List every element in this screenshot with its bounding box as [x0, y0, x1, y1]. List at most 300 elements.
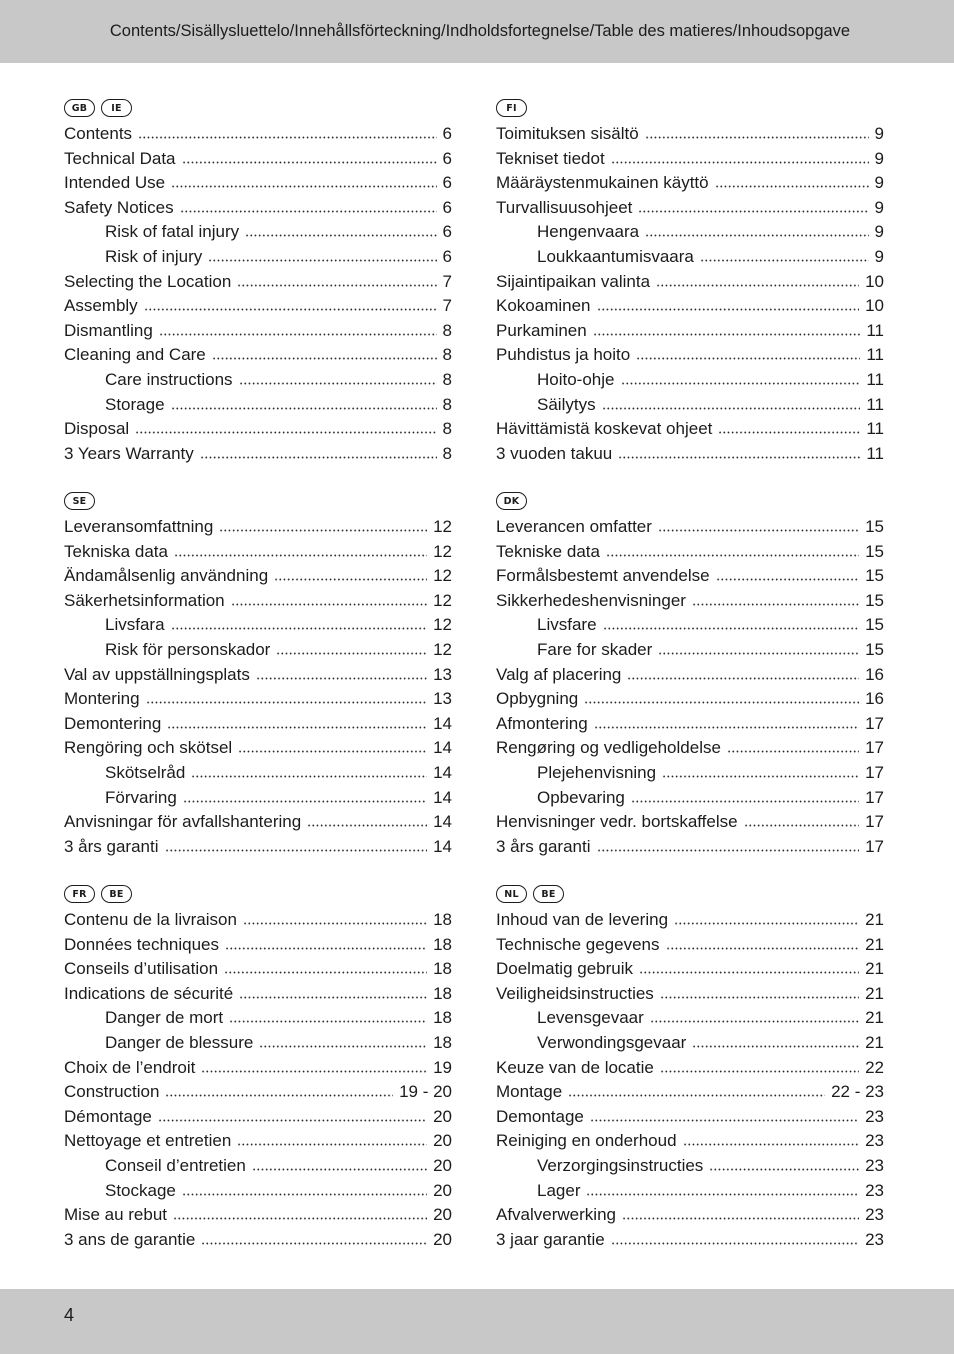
toc-entry-label: Inhoud van de levering: [496, 910, 669, 929]
toc-entry-page: 20: [433, 1229, 452, 1249]
dot-leader: [590, 1119, 859, 1122]
toc-entry-label: Henvisninger vedr. bortskaffelse: [496, 812, 738, 832]
dot-leader: [631, 800, 859, 803]
toc-entry-label: Keuze van de locatie: [496, 1057, 654, 1077]
toc-entry-label: Cleaning and Care: [64, 345, 206, 365]
toc-entry-page: 6: [442, 246, 452, 266]
dot-leader: [165, 1094, 393, 1097]
toc-entry-label: Verwondingsgevaar: [537, 1032, 687, 1052]
dot-leader: [744, 824, 859, 827]
dot-leader: [650, 1020, 859, 1023]
toc-entry-label: Hoito-ohje: [537, 369, 615, 389]
toc-entry-label: Safety Notices: [64, 197, 174, 217]
toc-entry-label: Leverancen omfatter: [496, 517, 652, 536]
toc-entry-label: Care instructions: [105, 369, 233, 389]
dot-leader: [239, 382, 437, 385]
toc-section-gb-ie: [64, 94, 452, 466]
dot-leader: [135, 431, 436, 434]
language-badges: [64, 880, 452, 908]
dot-leader: [158, 1119, 427, 1122]
toc-entry-label: Tekniske data: [496, 541, 600, 561]
toc-entry-page: 17: [865, 836, 884, 856]
toc-entry-page: 10: [865, 271, 884, 291]
toc-entry: [64, 835, 452, 860]
toc-entry-label: Määräystenmukainen käyttö: [496, 173, 709, 193]
toc-entry: [496, 933, 884, 958]
toc-section-se: [64, 487, 452, 859]
toc-entry: [64, 442, 452, 467]
toc-entry-page: 23: [865, 1205, 884, 1225]
toc-entry: [496, 540, 884, 565]
toc-entry-page: 21: [865, 1008, 884, 1028]
toc-entry-label: Tekniska data: [64, 541, 168, 561]
toc-entry-label: Afmontering: [496, 713, 588, 733]
toc-subentry: [64, 638, 452, 663]
dot-leader: [692, 603, 859, 606]
toc-entry-page: 6: [442, 148, 452, 168]
toc-subentry: [496, 245, 884, 270]
toc-entry-label: Plejehenvisning: [537, 762, 657, 782]
toc-entry-label: Technische gegevens: [496, 934, 660, 954]
toc-entry-page: 17: [865, 787, 884, 807]
toc-entry: [64, 564, 452, 589]
dot-leader: [231, 603, 427, 606]
dot-leader: [636, 357, 860, 360]
toc-entry-page: 21: [865, 1032, 884, 1052]
toc-entry-page: 8: [442, 419, 452, 439]
toc-entry: [64, 1056, 452, 1081]
toc-entry-page: 19 - 20: [399, 1082, 452, 1102]
dot-leader: [658, 529, 859, 532]
dot-leader: [627, 677, 859, 680]
toc-entry-page: 15: [865, 639, 884, 659]
toc-entry-label: 3 års garanti: [496, 836, 591, 856]
toc-entry: [496, 442, 884, 467]
toc-entry-label: Indications de sécurité: [64, 983, 234, 1003]
toc-entry: [64, 540, 452, 565]
toc-entry: [496, 564, 884, 589]
toc-entry-page: 15: [865, 566, 884, 586]
dot-leader: [182, 1193, 427, 1196]
toc-entry-label: Rengøring og vedligeholdelse: [496, 738, 721, 758]
toc-subentry: [496, 613, 884, 638]
toc-entry-page: 8: [442, 320, 452, 340]
toc-entry-label: Valg af placering: [496, 664, 622, 684]
dot-leader: [645, 136, 869, 139]
toc-subentry: [64, 245, 452, 270]
toc-entry-page: 15: [865, 541, 884, 561]
toc-entry-label: Dismantling: [64, 320, 153, 340]
dot-leader: [307, 824, 427, 827]
toc-entry-label: Conseils d’utilisation: [64, 959, 219, 979]
toc-entry-page: 18: [433, 959, 452, 979]
toc-entry-label: Montering: [64, 689, 140, 709]
toc-subentry: [496, 1179, 884, 1204]
toc-section-dk: [496, 487, 884, 859]
toc-entry: [64, 1080, 452, 1105]
dot-leader: [660, 1070, 859, 1073]
toc-entry-page: 23: [865, 1155, 884, 1175]
toc-entry: [496, 1203, 884, 1228]
toc-subentry: [64, 613, 452, 638]
toc-entry-label: Intended Use: [64, 173, 166, 193]
toc-entry-page: 22: [865, 1057, 884, 1077]
toc-entry-page: 18: [433, 910, 452, 929]
toc-entry: [496, 982, 884, 1007]
toc-entry-label: Verzorgingsinstructies: [537, 1155, 704, 1175]
toc-entry-label: Doelmatig gebruik: [496, 959, 634, 979]
toc-entry: [496, 687, 884, 712]
toc-entry-page: 14: [433, 812, 452, 832]
toc-entry-label: 3 vuoden takuu: [496, 443, 613, 463]
toc-entry-label: Contents: [64, 124, 133, 143]
toc-entry: [496, 736, 884, 761]
language-badges: [496, 487, 884, 515]
toc-entry-page: 6: [442, 173, 452, 193]
toc-entry-page: 20: [433, 1180, 452, 1200]
toc-entry: [496, 1129, 884, 1154]
dot-leader: [146, 701, 427, 704]
toc-entry-page: 21: [865, 934, 884, 954]
dot-leader: [660, 996, 859, 999]
toc-entry-label: Livsfare: [537, 615, 597, 635]
page-title: Contents/Sisällysluettelo/Innehållsförteckning/Indholdsfortegnelse/Table des matieres/Inhoudsopgave: [109, 22, 851, 40]
toc-entry-page: 18: [433, 1008, 452, 1028]
toc-entry-label: Säkerhetsinformation: [64, 590, 225, 610]
toc-entry: [64, 1203, 452, 1228]
toc-entry-page: 17: [865, 812, 884, 832]
toc-entry-label: Afvalverwerking: [496, 1205, 616, 1225]
toc-entry: [496, 343, 884, 368]
toc-entry-page: 8: [442, 394, 452, 414]
toc-entry-page: 14: [433, 787, 452, 807]
toc-entry-label: Storage: [105, 394, 165, 414]
toc-entry-page: 18: [433, 934, 452, 954]
language-badge-se: SE: [64, 492, 95, 510]
dot-leader: [662, 775, 859, 778]
dot-leader: [239, 996, 427, 999]
toc-section-fr-be: [64, 880, 452, 1252]
toc-entry-label: Demontage: [496, 1106, 584, 1126]
dot-leader: [182, 161, 437, 164]
header-bar: [0, 0, 954, 63]
toc-entry-label: Turvallisuusohjeet: [496, 197, 633, 217]
dot-leader: [191, 775, 427, 778]
dot-leader: [622, 1217, 859, 1220]
toc-entry-page: 11: [866, 394, 884, 414]
dot-leader: [639, 971, 859, 974]
dot-leader: [692, 1045, 859, 1048]
toc-entry-page: 12: [433, 541, 452, 561]
toc-subentry: [496, 368, 884, 393]
toc-entry: [64, 270, 452, 295]
dot-leader: [212, 357, 437, 360]
language-badges: [496, 880, 884, 908]
toc-entry-label: Technical Data: [64, 148, 176, 168]
toc-entry-label: Mise au rebut: [64, 1205, 167, 1225]
toc-subentry: [64, 1031, 452, 1056]
dot-leader: [611, 1242, 859, 1245]
toc-subentry: [496, 786, 884, 811]
toc-entry-label: Kokoaminen: [496, 296, 591, 316]
dot-leader: [201, 1070, 427, 1073]
toc-entry-label: Toimituksen sisältö: [496, 124, 639, 143]
dot-leader: [256, 677, 427, 680]
toc-entry-label: 3 Years Warranty: [64, 443, 194, 463]
dot-leader: [709, 1168, 859, 1171]
dot-leader: [593, 333, 861, 336]
toc-entry: [64, 810, 452, 835]
toc-entry-page: 18: [433, 1032, 452, 1052]
toc-entry-page: 9: [874, 222, 884, 242]
toc-entry: [496, 171, 884, 196]
toc-entry-label: Anvisningar för avfallshantering: [64, 812, 302, 832]
dot-leader: [171, 627, 428, 630]
dot-leader: [252, 1168, 427, 1171]
dot-leader: [237, 284, 436, 287]
toc-section-nl-be: [496, 880, 884, 1252]
toc-entry-page: 11: [866, 369, 884, 389]
toc-entry-label: Livsfara: [105, 615, 165, 635]
dot-leader: [658, 652, 859, 655]
toc-entry-page: 7: [442, 296, 452, 316]
toc-entry-page: 23: [865, 1180, 884, 1200]
toc-entry-label: 3 års garanti: [64, 836, 159, 856]
toc-entry: [64, 515, 452, 540]
toc-entry: [64, 122, 452, 147]
toc-subentry: [496, 220, 884, 245]
toc-entry-page: 11: [866, 443, 884, 463]
toc-entry-label: Danger de blessure: [105, 1032, 254, 1052]
toc-entry-page: 13: [433, 689, 452, 709]
toc-entry-label: Val av uppställningsplats: [64, 664, 250, 684]
dot-leader: [611, 161, 869, 164]
toc-entry-label: Hävittämistä koskevat ohjeet: [496, 419, 713, 439]
footer-bar: [0, 1289, 954, 1354]
dot-leader: [674, 922, 859, 925]
language-badges: [496, 94, 884, 122]
toc-entry-page: 8: [442, 345, 452, 365]
toc-entry-page: 23: [865, 1106, 884, 1126]
toc-entry-page: 6: [442, 124, 452, 143]
language-badge-dk: DK: [496, 492, 527, 510]
dot-leader: [237, 1143, 427, 1146]
toc-entry-label: 3 jaar garantie: [496, 1229, 605, 1249]
language-badge-be: BE: [101, 885, 132, 903]
toc-entry: [64, 736, 452, 761]
toc-subentry: [64, 1154, 452, 1179]
toc-entry: [64, 417, 452, 442]
language-badge-fi: FI: [496, 99, 527, 117]
dot-leader: [201, 1242, 427, 1245]
toc-entry: [64, 196, 452, 221]
toc-entry-label: Tekniset tiedot: [496, 148, 605, 168]
toc-entry: [496, 515, 884, 540]
toc-entry-label: Données techniques: [64, 934, 220, 954]
dot-leader: [276, 652, 427, 655]
toc-entry-label: Risk of injury: [105, 246, 203, 266]
dot-leader: [138, 136, 436, 139]
toc-entry-page: 13: [433, 664, 452, 684]
dot-leader: [602, 407, 861, 410]
toc-entry-label: Choix de l’endroit: [64, 1057, 196, 1077]
toc-entry-label: Selecting the Location: [64, 271, 232, 291]
toc-entry-page: 9: [874, 246, 884, 266]
toc-entry-page: 16: [865, 689, 884, 709]
toc-entry-label: Stockage: [105, 1180, 176, 1200]
dot-leader: [584, 701, 859, 704]
toc-entry: [64, 908, 452, 933]
toc-entry-label: Montage: [496, 1082, 563, 1102]
toc-entry-page: 20: [433, 1155, 452, 1175]
dot-leader: [225, 947, 427, 950]
toc-subentry: [496, 638, 884, 663]
toc-entry-page: 7: [442, 271, 452, 291]
toc-entry-label: Lager: [537, 1180, 581, 1200]
toc-entry-page: 6: [442, 197, 452, 217]
toc-entry-label: Förvaring: [105, 787, 177, 807]
page-number: 4: [64, 1305, 75, 1325]
toc-entry-label: Construction: [64, 1082, 160, 1102]
toc-entry: [496, 589, 884, 614]
dot-leader: [597, 308, 860, 311]
dot-leader: [245, 234, 436, 237]
dot-leader: [243, 922, 427, 925]
dot-leader: [594, 726, 859, 729]
toc-entry-page: 9: [874, 173, 884, 193]
language-badge-fr: FR: [64, 885, 95, 903]
toc-entry-page: 11: [866, 419, 884, 439]
dot-leader: [224, 971, 427, 974]
toc-entry-page: 14: [433, 713, 452, 733]
toc-subentry: [64, 368, 452, 393]
toc-entry-page: 23: [865, 1229, 884, 1249]
toc-entry-label: Purkaminen: [496, 320, 587, 340]
toc-entry-label: Risk of fatal injury: [105, 222, 240, 242]
toc-entry: [496, 712, 884, 737]
toc-entry-label: Danger de mort: [105, 1008, 224, 1028]
toc-entry: [496, 270, 884, 295]
toc-entry: [496, 417, 884, 442]
toc-entry-label: Sikkerhedeshenvisninger: [496, 590, 686, 610]
toc-entry-page: 21: [865, 910, 884, 929]
toc-entry: [496, 835, 884, 860]
toc-entry: [64, 687, 452, 712]
toc-entry: [64, 589, 452, 614]
dot-leader: [603, 627, 860, 630]
toc-entry: [64, 982, 452, 1007]
toc-entry: [496, 1056, 884, 1081]
dot-leader: [727, 750, 859, 753]
dot-leader: [144, 308, 437, 311]
toc-entry: [64, 933, 452, 958]
toc-entry-label: 3 ans de garantie: [64, 1229, 196, 1249]
toc-entry-label: Nettoyage et entretien: [64, 1131, 232, 1151]
dot-leader: [167, 726, 427, 729]
toc-entry-page: 14: [433, 762, 452, 782]
toc-entry-label: Leveransomfattning: [64, 517, 214, 536]
toc-entry: [496, 810, 884, 835]
toc-entry-page: 11: [866, 320, 884, 340]
toc-subentry: [496, 761, 884, 786]
toc-entry: [64, 1228, 452, 1253]
toc-entry-page: 9: [874, 124, 884, 143]
toc-subentry: [64, 393, 452, 418]
toc-entry-label: Opbevaring: [537, 787, 625, 807]
dot-leader: [568, 1094, 825, 1097]
toc-entry-page: 20: [433, 1131, 452, 1151]
toc-entry: [64, 1129, 452, 1154]
toc-entry-label: Veiligheidsinstructies: [496, 983, 654, 1003]
dot-leader: [618, 456, 860, 459]
toc-entry-page: 12: [433, 615, 452, 635]
toc-entry-page: 8: [442, 369, 452, 389]
toc-entry-page: 16: [865, 664, 884, 684]
dot-leader: [174, 554, 427, 557]
toc-entry-label: Demontering: [64, 713, 162, 733]
toc-entry-page: 10: [865, 296, 884, 316]
toc-entry-label: Assembly: [64, 296, 138, 316]
toc-entry: [496, 663, 884, 688]
toc-entry-page: 15: [865, 517, 884, 536]
toc-entry: [496, 319, 884, 344]
toc-subentry: [496, 1031, 884, 1056]
toc-entry-page: 14: [433, 738, 452, 758]
toc-entry: [496, 957, 884, 982]
dot-leader: [683, 1143, 860, 1146]
dot-leader: [171, 407, 437, 410]
toc-entry-page: 9: [874, 197, 884, 217]
toc-entry-label: Reiniging en onderhoud: [496, 1131, 677, 1151]
toc-entry-label: Säilytys: [537, 394, 596, 414]
dot-leader: [173, 1217, 427, 1220]
toc-entry-page: 17: [865, 738, 884, 758]
toc-entry-page: 20: [433, 1205, 452, 1225]
toc-entry-label: Levensgevaar: [537, 1008, 644, 1028]
toc-entry-page: 12: [433, 566, 452, 586]
toc-entry-page: 15: [865, 590, 884, 610]
toc-entry: [496, 147, 884, 172]
toc-entry: [64, 319, 452, 344]
toc-entry-page: 21: [865, 983, 884, 1003]
toc-entry: [496, 196, 884, 221]
toc-entry-page: 22 - 23: [831, 1082, 884, 1102]
toc-entry-page: 12: [433, 590, 452, 610]
dot-leader: [159, 333, 437, 336]
toc-entry-label: Conseil d’entretien: [105, 1155, 246, 1175]
toc-entry-page: 8: [442, 443, 452, 463]
toc-entry-page: 21: [865, 959, 884, 979]
toc-subentry: [496, 1154, 884, 1179]
toc-entry-page: 17: [865, 713, 884, 733]
dot-leader: [229, 1020, 427, 1023]
toc-entry-label: Hengenvaara: [537, 222, 640, 242]
toc-entry-page: 12: [433, 639, 452, 659]
dot-leader: [638, 210, 868, 213]
toc-entry-label: Fare for skader: [537, 639, 653, 659]
dot-leader: [200, 456, 437, 459]
toc-entry: [496, 1080, 884, 1105]
dot-leader: [183, 800, 427, 803]
toc-entry-label: Rengöring och skötsel: [64, 738, 233, 758]
dot-leader: [621, 382, 861, 385]
toc-subentry: [64, 1006, 452, 1031]
toc-subentry: [64, 220, 452, 245]
toc-entry-label: Contenu de la livraison: [64, 910, 237, 929]
toc-entry: [496, 908, 884, 933]
dot-leader: [171, 185, 436, 188]
toc-entry-label: Disposal: [64, 419, 130, 439]
